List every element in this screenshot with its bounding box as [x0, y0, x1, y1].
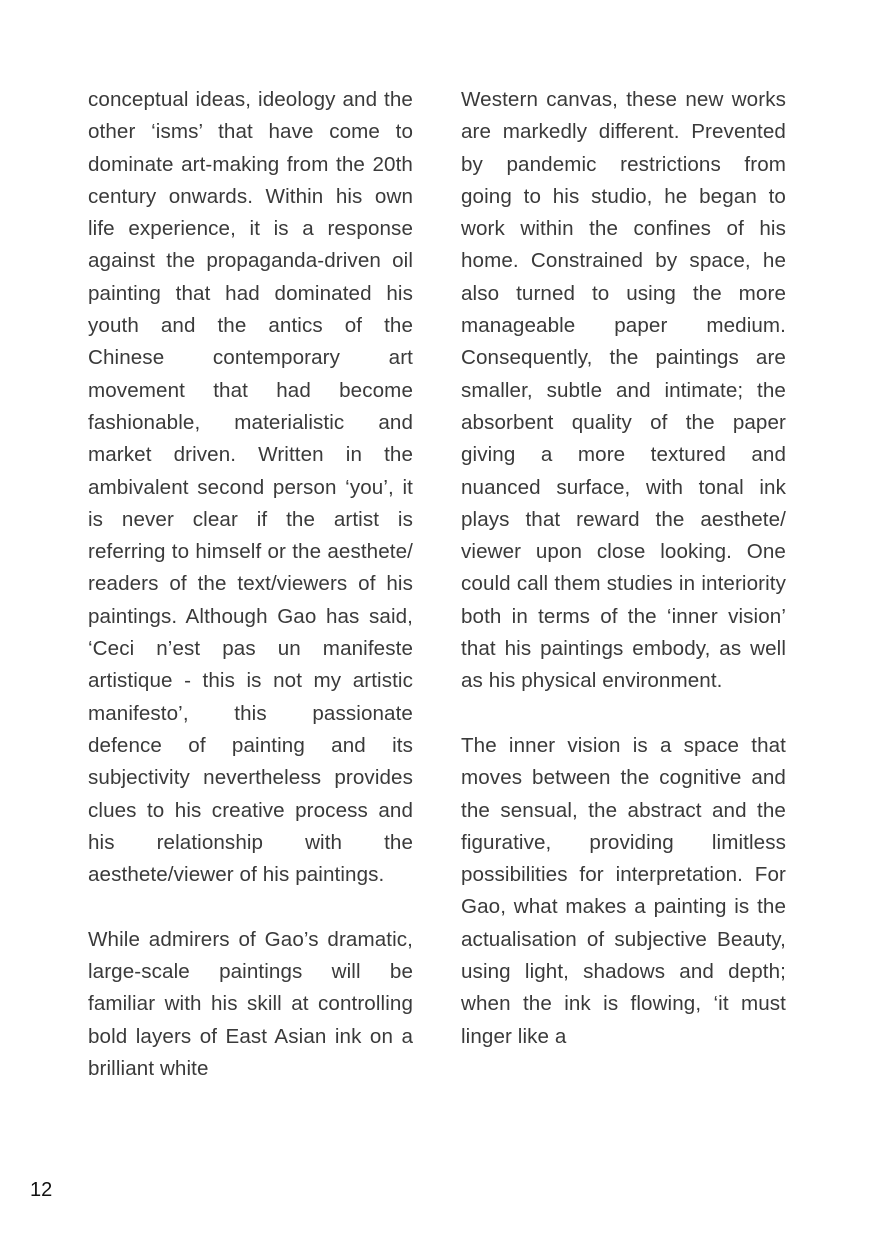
- page-number: 12: [30, 1179, 53, 1201]
- body-paragraph: While admirers of Gao’s dramatic, large-scale paintings will be familiar with his skill at controlling bold layers of East Asian ink on a brilliant white: [88, 927, 413, 1080]
- right-text-column: [461, 84, 786, 1053]
- body-paragraph: The inner vision is a space that moves between the cognitive and the sensual, the abstract and the figurative, providing limitless possibilities for interpretation. For Gao, what makes a painting is the actualisation of subjective Beauty, using light, shadows and depth; when the ink is flowing, ‘it must linger like a: [461, 733, 786, 1048]
- body-paragraph: Western canvas, these new works are markedly different. Prevented by pandemic restrictions from going to his studio, he began to work within the confines of his home. Constrained by space, he also turned to using the more manageable paper medium. Consequently, the paintings are smaller, subtle and intimate; the absorbent quality of the paper giving a more textured and nuanced surface, with tonal ink plays that reward the aesthete/ viewer upon close looking. One could call them studies in interiority both in terms of the ‘inner vision’ that his paintings embody, as well as his physical environment.: [461, 88, 786, 693]
- left-text-column: [88, 84, 413, 1085]
- body-paragraph: conceptual ideas, ideology and the other ‘isms’ that have come to dominate art-making from the 20th century onwards. Within his own life experience, it is a response against the propaganda-driven oil painting that had dominated his youth and the antics of the Chinese contemporary art movement that had become fashionable, materialistic and market driven. Written in the ambivalent second person ‘you’, it is never clear if the artist is referring to himself or the aesthete/ readers of the text/viewers of his paintings. Although Gao has said, ‘Ceci n’est pas un manifeste artistique - this is not my artistic manifesto’, this passionate defence of painting and its subjectivity nevertheless provides clues to his creative process and his relationship with the aesthete/viewer of his paintings.: [88, 88, 413, 887]
